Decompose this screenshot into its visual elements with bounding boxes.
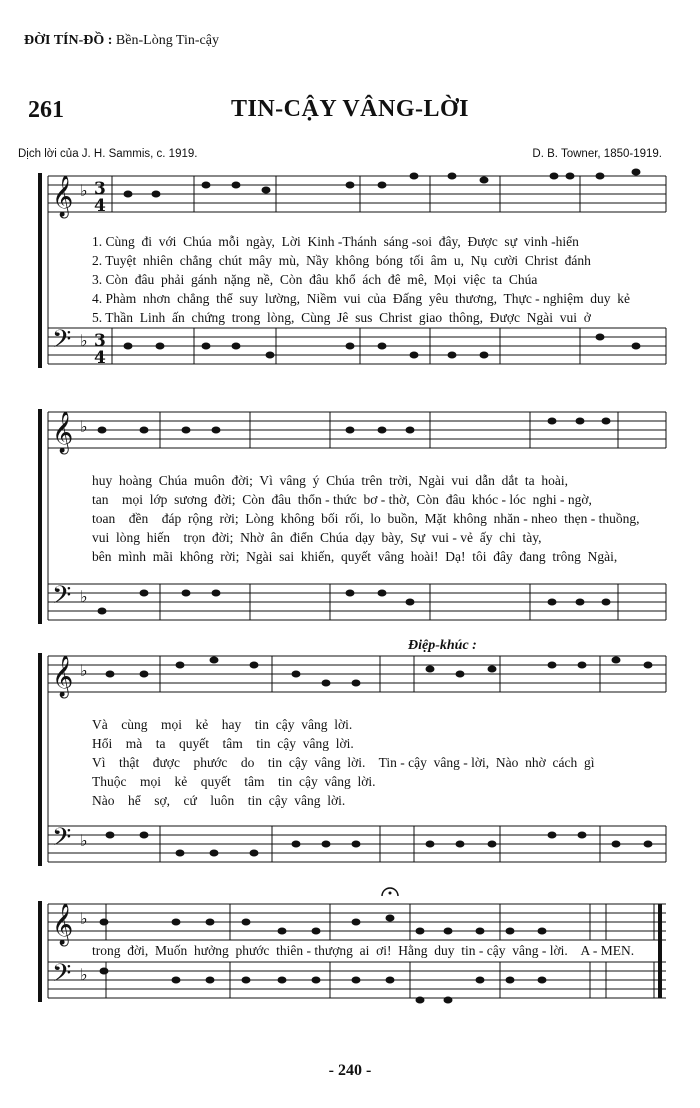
lyrics-system-1-verse-2: 2. Tuyệt nhiên chẳng chút mây mù, Nầy không bóng tối âm u, Nụ cười Christ đánh xyxy=(92,253,591,268)
svg-text:𝄞: 𝄞 xyxy=(52,656,74,697)
svg-text:𝄢: 𝄢 xyxy=(52,959,72,994)
lyrics-system-2-verse-5: bên mình mãi không rời; Ngài sai khiến, quyết vâng hoài! Dạ! tôi đây đang trông Ngài, xyxy=(92,549,618,564)
svg-text:♭: ♭ xyxy=(80,909,88,928)
lyrics-system-3-verse-2: Hổi mà ta quyết tâm tin cậy vâng lời. xyxy=(92,736,354,751)
svg-text:♭: ♭ xyxy=(80,181,88,200)
lyrics-system-3-verse-4: Thuộc mọi kẻ quyết tâm tin cậy vâng lời. xyxy=(92,774,376,789)
lyrics-system-2-verse-2: tan mọi lớp sương đời; Còn đâu thổn - thức bơ - thờ, Còn đâu khóc - lóc nghi - ngờ, xyxy=(92,492,592,507)
svg-text:♭: ♭ xyxy=(80,965,88,984)
composer-credit: D. B. Towner, 1850-1919. xyxy=(532,148,662,160)
hymn-number: 261 xyxy=(28,97,64,123)
refrain-label: Điệp-khúc : xyxy=(408,638,477,653)
lyrics-system-3-verse-3: Vì thật được phước do tin cậy vâng lời. Tin - cậy vâng - lời, Nào nhờ cách gì xyxy=(92,755,595,770)
page-number: - 240 - xyxy=(328,1062,372,1079)
lyrics-system-1-verse-5: 5. Thần Linh ấn chứng trong lòng, Cùng Jê sus Christ giao thông, Được Ngài vui ở xyxy=(92,310,591,325)
svg-text:𝄢: 𝄢 xyxy=(52,823,72,858)
lyrics-system-2-verse-4: vui lòng hiến trọn đời; Nhờ ân điển Chúa dạy bày, Sự vui - vẻ ấy chi tày, xyxy=(92,530,542,545)
svg-text:4: 4 xyxy=(94,348,106,368)
svg-text:♭: ♭ xyxy=(80,417,88,436)
translator-credit: Dịch lời của J. H. Sammis, c. 1919. xyxy=(18,148,198,160)
svg-text:𝄞: 𝄞 xyxy=(52,176,74,217)
svg-text:♭: ♭ xyxy=(80,661,88,680)
svg-text:𝄢: 𝄢 xyxy=(52,581,72,616)
hymn-title: TIN-CẬY VÂNG-LỜI xyxy=(230,96,469,122)
running-header: ĐỜI TÍN-ĐỒ : Bền-Lòng Tin-cậy xyxy=(24,33,219,48)
svg-text:3: 3 xyxy=(94,331,106,351)
lyrics-system-4: trong đời, Muốn hưởng phước thiên - thượng ai ơi! Hằng duy tin - cậy vâng - lời. A - MEN. xyxy=(92,943,635,958)
svg-text:𝄢: 𝄢 xyxy=(52,325,72,360)
lyrics-system-1-verse-4: 4. Phàm nhơn chẳng thể suy lường, Niềm vui của Đấng yêu thương, Thực - nghiệm duy kẻ xyxy=(92,291,631,306)
svg-text:♭: ♭ xyxy=(80,587,88,606)
svg-text:4: 4 xyxy=(94,196,106,216)
staff-system-1 xyxy=(40,173,666,368)
lyrics-system-2-verse-3: toan đền đáp rộng rời; Lòng không bối rối, lo buồn, Mặt không nhăn - nheo thẹn - thuồng, xyxy=(92,511,640,526)
svg-text:♭: ♭ xyxy=(80,831,88,850)
lyrics-system-2-verse-1: huy hoàng Chúa muôn đời; Vì vâng ý Chúa trên trời, Ngài vui dẫn dắt ta hoài, xyxy=(92,473,568,488)
lyrics-system-3-verse-5: Nào hể sợ, cứ luôn tin cậy vâng lời. xyxy=(92,793,346,808)
lyrics-system-3-verse-1: Và cùng mọi kẻ hay tin cậy vâng lời. xyxy=(92,717,353,732)
svg-text:𝄞: 𝄞 xyxy=(52,904,74,945)
lyrics-system-1-verse-3: 3. Còn đâu phải gánh nặng nề, Còn đâu khổ ách đê mê, Mọi việc ta Chúa xyxy=(92,272,538,287)
svg-text:3: 3 xyxy=(94,179,106,199)
lyrics-system-1-verse-1: 1. Cùng đi với Chúa mỗi ngày, Lời Kinh -Thánh sáng -soi đây, Được sự vinh -hiển xyxy=(92,234,579,249)
svg-text:𝄞: 𝄞 xyxy=(52,412,74,453)
svg-text:♭: ♭ xyxy=(80,331,88,350)
